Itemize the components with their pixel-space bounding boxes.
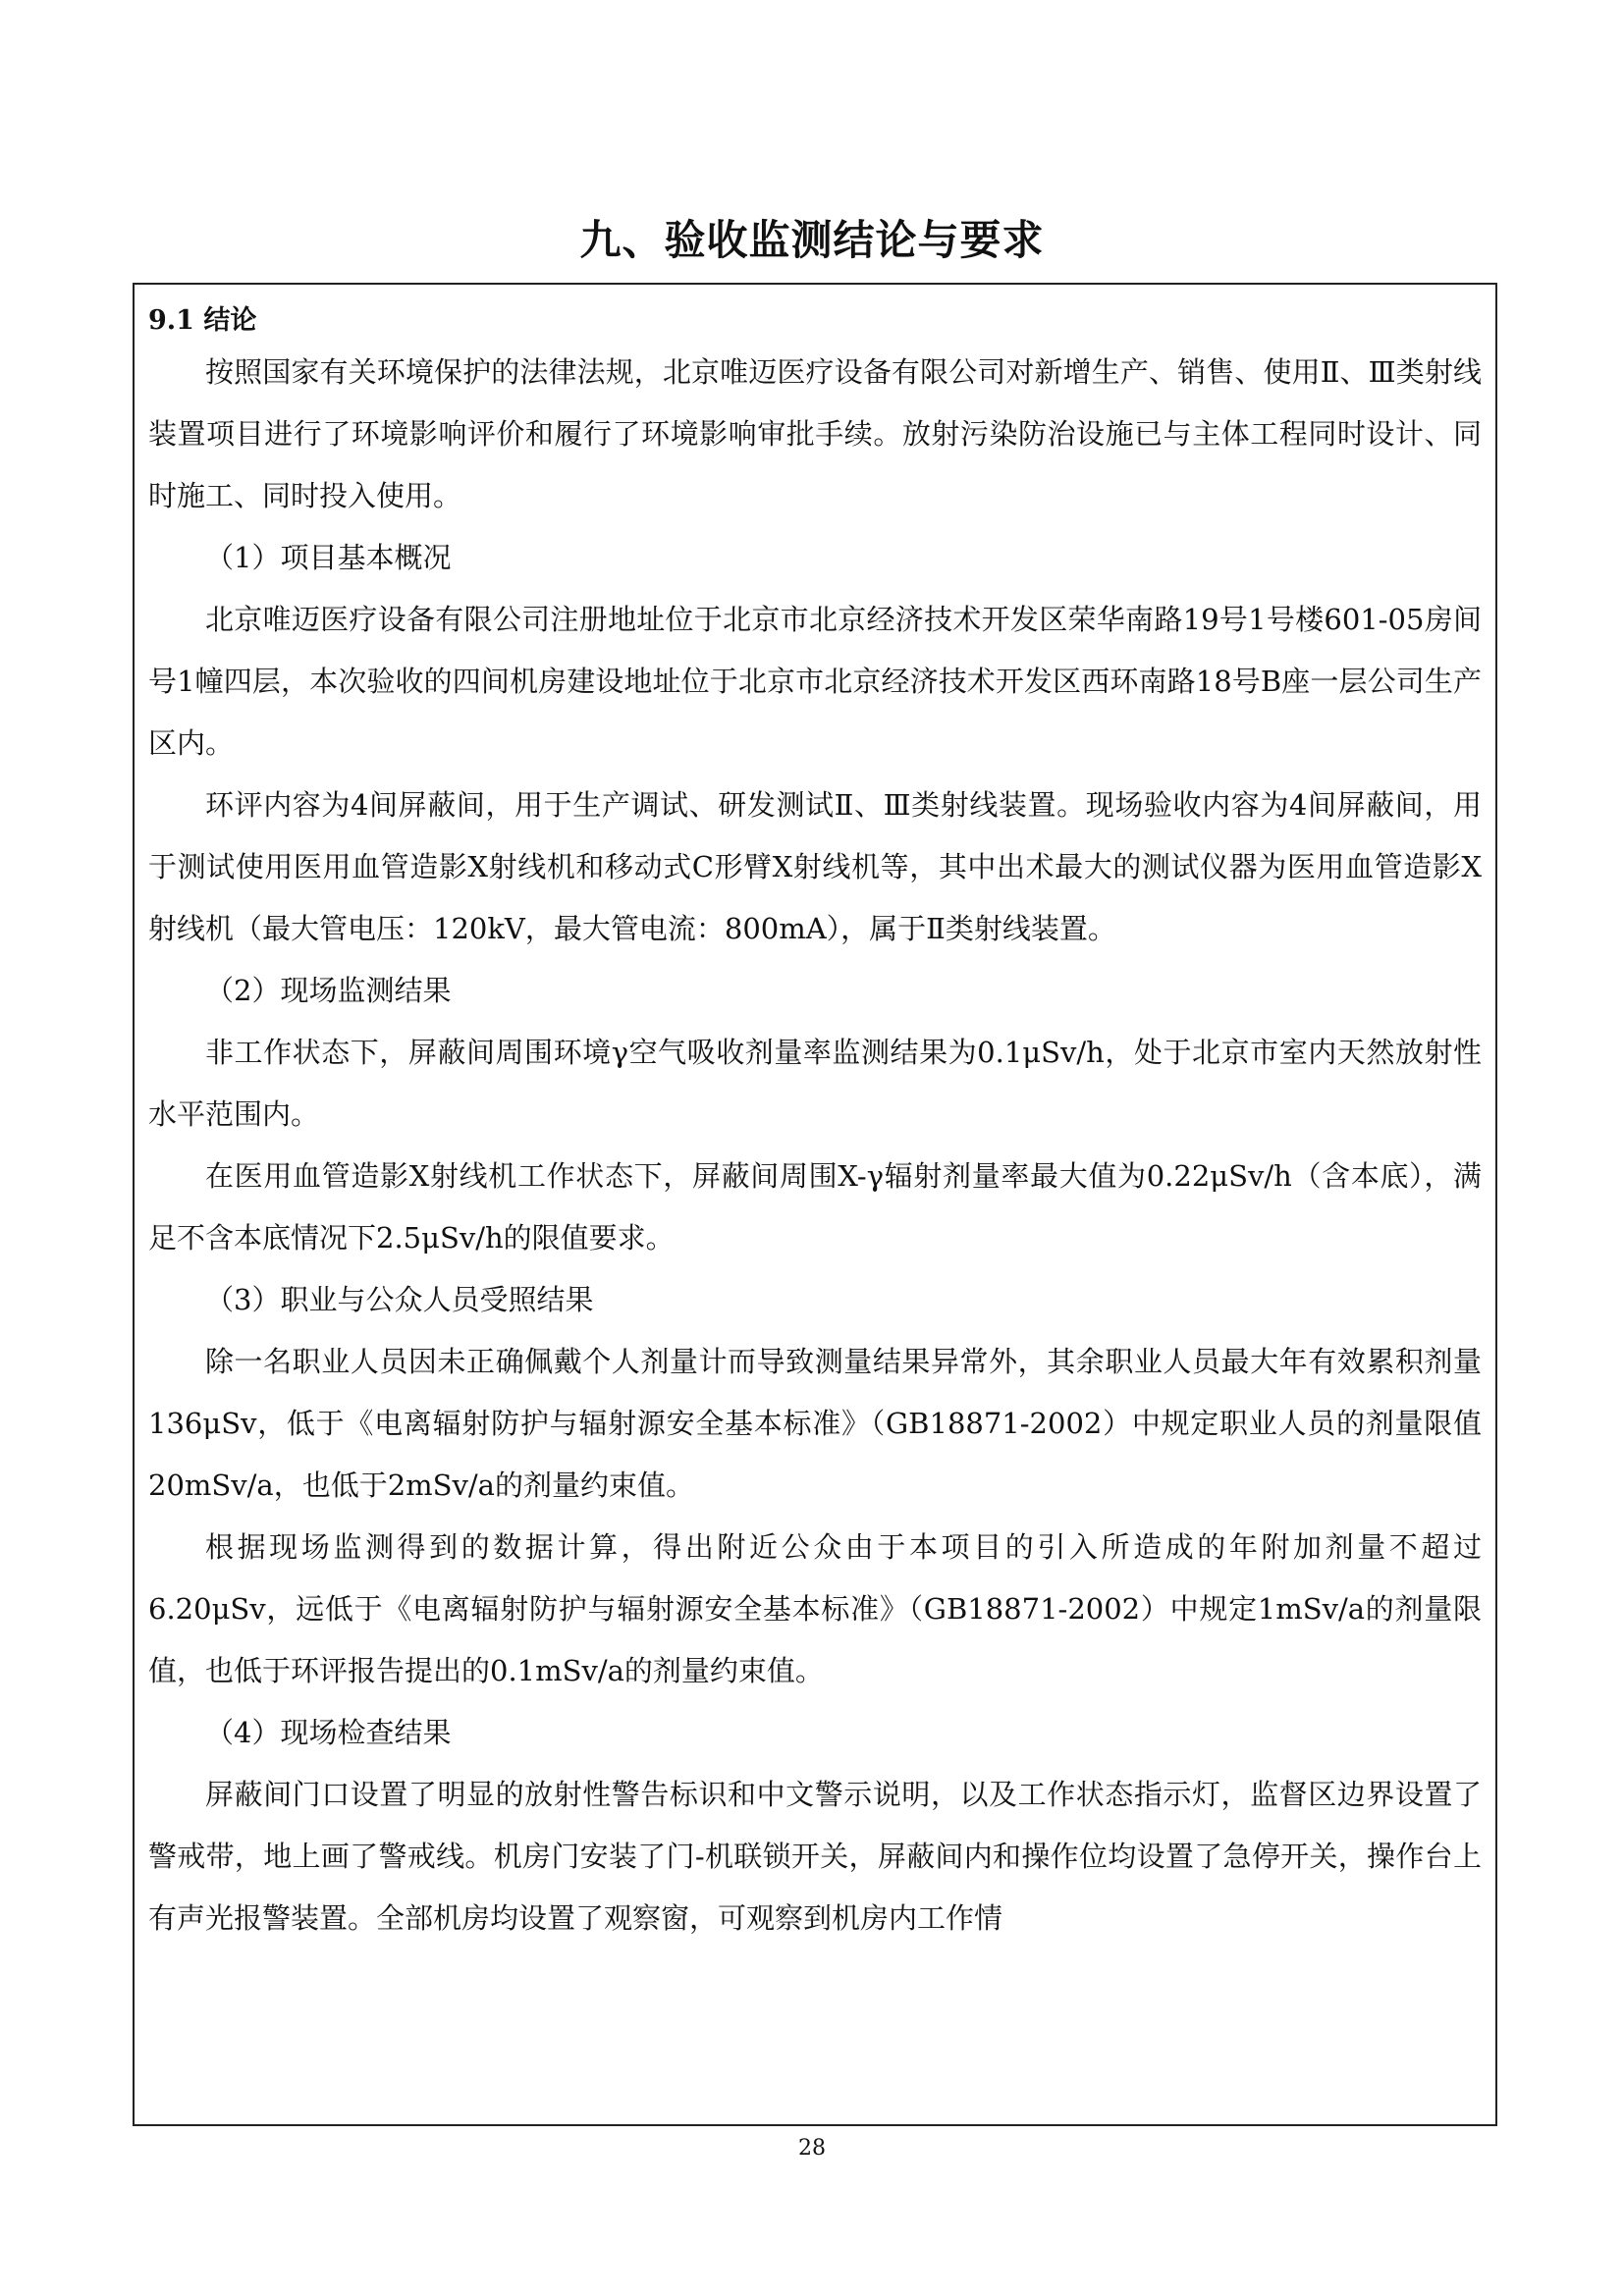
page-title: 九、验收监测结论与要求 (579, 216, 1045, 264)
section-heading: 9.1 结论 (148, 305, 257, 336)
paragraph-non-working-state: 非工作状态下，屏蔽间周围环境γ空气吸收剂量率监测结果为0.1μSv/h，处于北京市室内天然放射性水平范围内。 (148, 1036, 1482, 1131)
page-number: 28 (798, 2136, 826, 2161)
conclusion-box (133, 283, 1497, 2126)
paragraph-working-state: 在医用血管造影X射线机工作状态下，屏蔽间周围X-γ辐射剂量率最大值为0.22μSv/h（含本底），满足不含本底情况下2.5μSv/h的限值要求。 (148, 1159, 1482, 1255)
intro-paragraph: 按照国家有关环境保护的法律法规，北京唯迈医疗设备有限公司对新增生产、销售、使用Ⅱ、Ⅲ类射线装置项目进行了环境影响评价和履行了环境影响审批手续。放射污染防治设施已与主体工程同时设计、同时施工、同时投入使用。 (148, 355, 1482, 512)
subsection-heading-inspection-results: （4）现场检查结果 (205, 1716, 452, 1749)
paragraph-address: 北京唯迈医疗设备有限公司注册地址位于北京市北京经济技术开发区荣华南路19号1号楼601-05房间号1幢四层，本次验收的四间机房建设地址位于北京市北京经济技术开发区西环南路18号B座一层公司生产区内。 (148, 603, 1482, 760)
paragraph-occupational-dose: 除一名职业人员因未正确佩戴个人剂量计而导致测量结果异常外，其余职业人员最大年有效累积剂量136μSv，低于《电离辐射防护与辐射源安全基本标准》（GB18871-2002）中规定职业人员的剂量限值20mSv/a，也低于2mSv/a的剂量约束值。 (148, 1345, 1482, 1502)
subsection-heading-project-overview: （1）项目基本概况 (205, 541, 452, 574)
subsection-heading-monitoring-results: （2）现场监测结果 (205, 974, 452, 1007)
paragraph-public-dose: 根据现场监测得到的数据计算，得出附近公众由于本项目的引入所造成的年附加剂量不超过6.20μSv，远低于《电离辐射防护与辐射源安全基本标准》（GB18871-2002）中规定1mSv/a的剂量限值，也低于环评报告提出的0.1mSv/a的剂量约束值。 (148, 1530, 1482, 1687)
paragraph-inspection: 屏蔽间门口设置了明显的放射性警告标识和中文警示说明，以及工作状态指示灯，监督区边界设置了警戒带，地上画了警戒线。机房门安装了门-机联锁开关，屏蔽间内和操作位均设置了急停开关，操作台上有声光报警装置。全部机房均设置了观察窗，可观察到机房内工作情 (148, 1778, 1482, 1935)
paragraph-scope: 环评内容为4间屏蔽间，用于生产调试、研发测试Ⅱ、Ⅲ类射线装置。现场验收内容为4间屏蔽间，用于测试使用医用血管造影X射线机和移动式C形臂X射线机等，其中出术最大的测试仪器为医用血管造影X射线机（最大管电压：120kV，最大管电流：800mA），属于Ⅱ类射线装置。 (148, 788, 1482, 945)
subsection-heading-exposure-results: （3）职业与公众人员受照结果 (205, 1283, 594, 1316)
